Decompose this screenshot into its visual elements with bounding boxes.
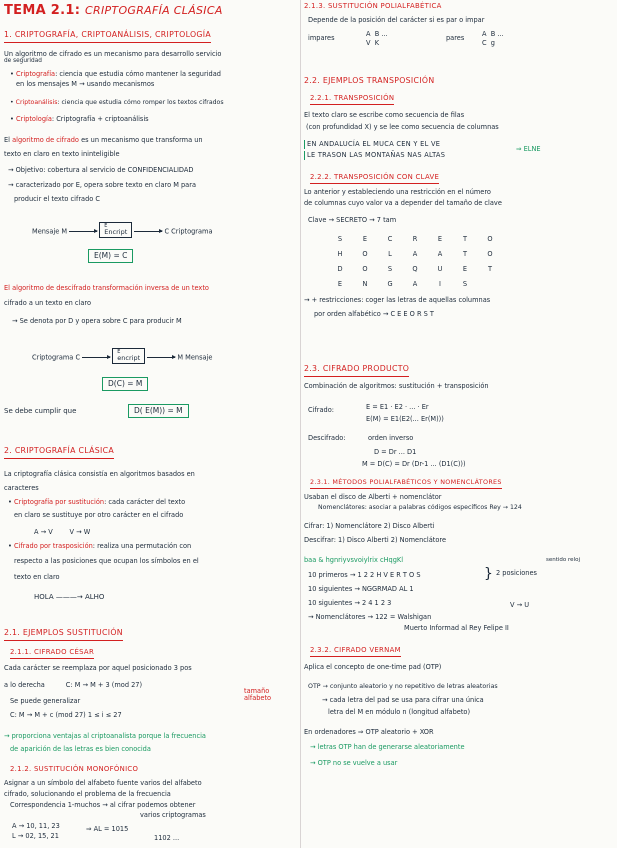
box-label: encript: [117, 353, 141, 362]
mono-ex-1: A → 10, 11, 23: [12, 822, 60, 830]
cif-l1: E = E1 · E2 · ... · Er: [366, 403, 429, 411]
bullet-criptologia: • Criptología: Criptografía + criptoanálisis: [10, 115, 149, 123]
s232-ord: En ordenadores ⇒ OTP aleatorio + XOR: [304, 728, 434, 736]
trans-bullet: • Cifrado por trasposición: realiza una permutación con: [8, 542, 192, 550]
enc-output: C Criptograma: [164, 227, 213, 236]
enc-def-1: [4, 136, 203, 145]
s221-text-2: (con profundidad X) y se lee como secuencia de columnas: [306, 123, 499, 131]
dec-formula: D(C) = M: [102, 377, 148, 391]
s232-heading: 2.3.2. CIFRADO VERNAM: [310, 646, 401, 657]
s231-heading: 2.3.1. MÉTODOS POLIALFABÉTICOS Y NOMENCLÁTORES: [310, 478, 502, 489]
must-formula: D( E(M)) = M: [128, 404, 189, 418]
s232-l4: letra del M en módulo n (longitud alfabeto): [328, 708, 471, 716]
section-213-heading: 2.1.3. SUSTITUCIÓN POLIALFABÉTICA: [304, 2, 442, 10]
des-l2: D = Dr ... D1: [374, 448, 417, 456]
s232-l3: → cada letra del pad se usa para cifrar una única: [322, 696, 484, 704]
trans-example-l2: LE TRASON LAS MONTAÑAS NAS ALTAS: [304, 151, 445, 160]
bullet-criptografia-2: en los mensajes M → usando mecanismos: [16, 80, 155, 88]
impares-grid-2: V K: [366, 39, 380, 47]
box-sup: E: [117, 349, 121, 355]
s232-l1: Aplica el concepto de one-time pad (OTP): [304, 663, 442, 671]
box-sup: E: [104, 223, 108, 229]
section-21-heading: 2.1. EJEMPLOS SUSTITUCIÓN: [4, 628, 123, 641]
s222-heading: 2.2.2. TRANSPOSICIÓN CON CLAVE: [310, 173, 439, 184]
sust-text: : cada carácter del texto: [104, 498, 186, 506]
trans-example-l1: EN ANDALUCÍA EL MUCA CEN Y EL VE: [304, 140, 440, 149]
key-grid-cell: A: [437, 250, 444, 258]
dec-def-3: → Se denota por D y opera sobre C para producir M: [12, 317, 182, 325]
key-grid-cell: G: [387, 280, 394, 288]
s2-intro-1: La criptografía clásica consistía en algoritmos basados en: [4, 470, 195, 478]
bullet-criptografia: • Criptografía: ciencia que estudia cómo mantener la seguridad: [10, 70, 221, 78]
dec-output: M Mensaje: [177, 353, 213, 362]
s231-row-4: → Nomenclátores → 122 = Walshigan: [308, 613, 432, 621]
s232-green-1: → letras OTP han de generarse aleatoriamente: [310, 743, 465, 751]
bullet-text: : ciencia que estudia cómo romper los textos cifrados: [57, 99, 224, 106]
key-grid-cell: A: [412, 250, 419, 258]
key-grid-row: [328, 232, 503, 247]
sust-text-2: en claro se sustituye por otro carácter en el cifrado: [14, 511, 184, 519]
cesar-3: Se puede generalizar: [10, 697, 81, 705]
enc-point-2: → caracterizado por E, opera sobre texto en claro M para: [8, 181, 196, 189]
dec-input: Criptograma C: [32, 353, 81, 362]
brace-icon: }: [484, 566, 493, 582]
arrow-icon: [147, 357, 175, 358]
section-22-heading: 2.2. EJEMPLOS TRANSPOSICIÓN: [304, 76, 435, 85]
key-grid-cell: H: [337, 250, 344, 258]
s23-text: Combinación de algoritmos: sustitución + transposición: [304, 382, 489, 390]
s213-text: Depende de la posición del carácter si es par o impar: [308, 16, 485, 24]
enc-diagram: [32, 222, 213, 238]
s2-intro-2: caracteres: [4, 484, 39, 492]
s231-l2: Nomenclátores: asociar a palabras códigos específicos Rey → 124: [318, 504, 522, 511]
trans-text-2: respecto a las posiciones que ocupan los símbolos en el: [14, 557, 199, 565]
key-grid-cell: R: [412, 235, 419, 243]
cesar-4: C: M → M + c (mod 27) 1 ≤ i ≤ 27: [10, 711, 122, 719]
pares-grid-2: C g: [482, 39, 495, 47]
enc-text: El: [4, 136, 13, 144]
enc-point-3: producir el texto cifrado C: [14, 195, 100, 203]
key-grid-cell: E: [462, 265, 469, 273]
mono-res-2: 1102 ...: [154, 834, 180, 842]
title-sub: CRIPTOGRAFÍA CLÁSICA: [85, 4, 223, 17]
s221-text-1: El texto claro se escribe como secuencia de filas: [304, 111, 465, 119]
mono-3: Correspondencia 1-muchos → al cifrar podemos obtener: [10, 801, 196, 809]
bullet-text: : Criptografía + criptoanálisis: [51, 115, 149, 123]
pares-label: pares: [446, 34, 465, 42]
s231-vu: V → U: [510, 601, 530, 609]
s231-l4: Descifrar: 1) Disco Alberti 2) Nomenclátore: [304, 536, 447, 544]
mono-4: varios criptogramas: [140, 811, 206, 819]
key-grid-cell: S: [387, 265, 394, 273]
term-transposicion: Cifrado por trasposición: [14, 542, 93, 550]
s232-green-2: → OTP no se vuelve a usar: [310, 759, 398, 767]
key-grid-cell: A: [412, 280, 419, 288]
key-grid-cell: O: [487, 235, 494, 243]
trans-text-3: texto en claro: [14, 573, 60, 581]
cesar-1: Cada carácter se reemplaza por aquel posicionado 3 pos: [4, 664, 192, 672]
key-grid-cell: D: [337, 265, 344, 273]
s231-row-2: 10 siguientes → NGGRMAD AL 1: [308, 585, 414, 593]
s221-heading: 2.2.1. TRANSPOSICIÓN: [310, 94, 394, 105]
key-grid-row: [328, 277, 503, 292]
section-1-heading: 1. CRIPTOGRAFÍA, CRIPTOANÁLISIS, CRIPTOLOGÍA: [4, 30, 211, 43]
s231-row-5: Muerto Informad al Rey Felipe II: [404, 624, 509, 632]
enc-def-2: texto en claro en texto ininteligible: [4, 150, 120, 158]
impares-grid: A B ...: [366, 30, 388, 38]
term-criptoanalisis: Criptoanálisis: [15, 99, 58, 106]
arrow-icon: [69, 231, 97, 232]
s231-row-1: 10 primeros → 1 2 2 H V E R T O S: [308, 571, 421, 579]
s231-l3: Cifrar: 1) Nomenclátore 2) Disco Alberti: [304, 522, 435, 530]
cif-label: Cifrado:: [308, 406, 334, 414]
key-grid-cell: Q: [412, 265, 419, 273]
cesar-green-2: de aparición de las letras es bien conocida: [10, 745, 151, 753]
s222-note-1: → + restricciones: coger las letras de aquellas columnas: [304, 296, 491, 304]
pares-grid: A B ...: [482, 30, 504, 38]
trans-example: HOLA ———→ ALHO: [34, 593, 105, 601]
s222-text-2: de columnas cuyo valor va a depender del tamaño de clave: [304, 199, 502, 207]
bullet-criptoanalisis: • Criptoanálisis: ciencia que estudia cómo romper los textos cifrados: [10, 99, 224, 106]
s222-key: Clave → SECRETO → 7 tam: [308, 216, 397, 224]
key-grid-cell: S: [337, 235, 344, 243]
cesar-heading: 2.1.1. CIFRADO CÉSAR: [10, 648, 94, 659]
key-grid-cell: E: [362, 235, 369, 243]
decrypt-box: [112, 348, 145, 364]
section-2-heading: 2. CRIPTOGRAFÍA CLÁSICA: [4, 446, 114, 459]
enc-formula: E(M) = C: [88, 249, 133, 263]
mono-1: Asignar a un símbolo del alfabeto fuente varios del alfabeto: [4, 779, 202, 787]
cif-l2: E(M) = E1(E2(... Er(M))): [366, 415, 444, 423]
key-grid-cell: I: [439, 280, 442, 288]
key-grid-cell: O: [362, 250, 369, 258]
s232-l2: OTP → conjunto aleatorio y no repetitivo de letras aleatorias: [308, 683, 498, 690]
arrow-icon: [134, 231, 162, 232]
enc-point-1: → Objetivo: cobertura al servicio de CONFIDENCIALIDAD: [8, 166, 194, 174]
enc-input: Mensaje M: [32, 227, 68, 236]
trans-example-result: ⇒ ELNE: [516, 145, 541, 153]
key-grid-cell: N: [362, 280, 369, 288]
key-grid-cell: T: [462, 250, 469, 258]
title-main: TEMA 2.1:: [4, 3, 81, 18]
key-grid-cell: O: [362, 265, 369, 273]
des-l1: orden inverso: [368, 434, 414, 442]
cesar-2: a lo derecha C: M → M + 3 (mod 27): [4, 681, 143, 689]
mono-res-1: ⇒ AL = 1015: [86, 825, 129, 833]
key-grid-cell: L: [388, 250, 393, 258]
key-grid: [328, 232, 503, 292]
enc-text: es un mecanismo que transforma un: [78, 136, 203, 144]
dec-def-1: El algoritmo de descifrado transformación inversa de un texto: [4, 284, 209, 292]
key-grid-cell: E: [437, 235, 444, 243]
side-note: 2 posiciones: [496, 569, 537, 577]
box-label: Encript: [104, 227, 128, 236]
s231-l1: Usaban el disco de Alberti + nomenclátor: [304, 493, 442, 501]
term-criptologia: Criptología: [16, 115, 52, 123]
s1-intro-1: Un algoritmo de cifrado es un mecanismo para desarrollo servicio: [4, 50, 222, 58]
sust-example: A → V V → W: [34, 528, 91, 536]
s231-row-3: 10 siguientes → 2 4 1 2 3: [308, 599, 392, 607]
impares-label: impares: [308, 34, 335, 42]
trans-text: : realiza una permutación con: [92, 542, 192, 550]
page-title: [4, 2, 223, 20]
key-grid-cell: E: [337, 280, 344, 288]
must-text: Se debe cumplir que: [4, 407, 77, 415]
s231-blue1: baa & hgnriyvsvoiylrix cHqgKl: [304, 556, 404, 564]
key-grid-cell: T: [487, 265, 494, 273]
key-grid-cell: C: [387, 235, 394, 243]
key-grid-cell: U: [437, 265, 444, 273]
term-sustitucion: Criptografía por sustitución: [14, 498, 105, 506]
des-l3: M = D(C) = Dr (Dr-1 ... (D1(C))): [362, 460, 466, 468]
key-grid-row: [328, 247, 503, 262]
cesar-note: tamaño alfabeto: [244, 687, 272, 703]
key-grid-row: [328, 262, 503, 277]
s222-note-2: por orden alfabético → C E E O R S T: [314, 310, 434, 318]
des-label: Descifrado:: [308, 434, 346, 442]
enc-term: algoritmo de cifrado: [12, 136, 79, 144]
key-grid-cell: S: [462, 280, 469, 288]
mono-heading: 2.1.2. SUSTITUCIÓN MONOFÓNICO: [10, 765, 139, 773]
s1-intro-2: de seguridad: [4, 58, 42, 64]
mono-ex-2: L → 02, 15, 21: [12, 832, 59, 840]
s222-text-1: Lo anterior y estableciendo una restricción en el número: [304, 188, 491, 196]
key-grid-cell: T: [462, 235, 469, 243]
section-23-heading: 2.3. CIFRADO PRODUCTO: [304, 364, 409, 377]
encrypt-box: [99, 222, 132, 238]
sust-bullet: • Criptografía por sustitución: cada carácter del texto: [8, 498, 186, 506]
bullet-text: : ciencia que estudia cómo mantener la seguridad: [55, 70, 221, 78]
arrow-icon: [82, 357, 110, 358]
dec-def-2: cifrado a un texto en claro: [4, 299, 92, 307]
dec-diagram: [32, 348, 212, 364]
side-note-2: sentido reloj: [546, 557, 580, 563]
cesar-green-1: → proporciona ventajas al criptoanalista porque la frecuencia: [4, 732, 206, 740]
term-criptografia: Criptografía: [16, 70, 56, 78]
mono-2: cifrado, solucionando el problema de la frecuencia: [4, 790, 171, 798]
key-grid-cell: O: [487, 250, 494, 258]
column-divider: [300, 0, 301, 848]
